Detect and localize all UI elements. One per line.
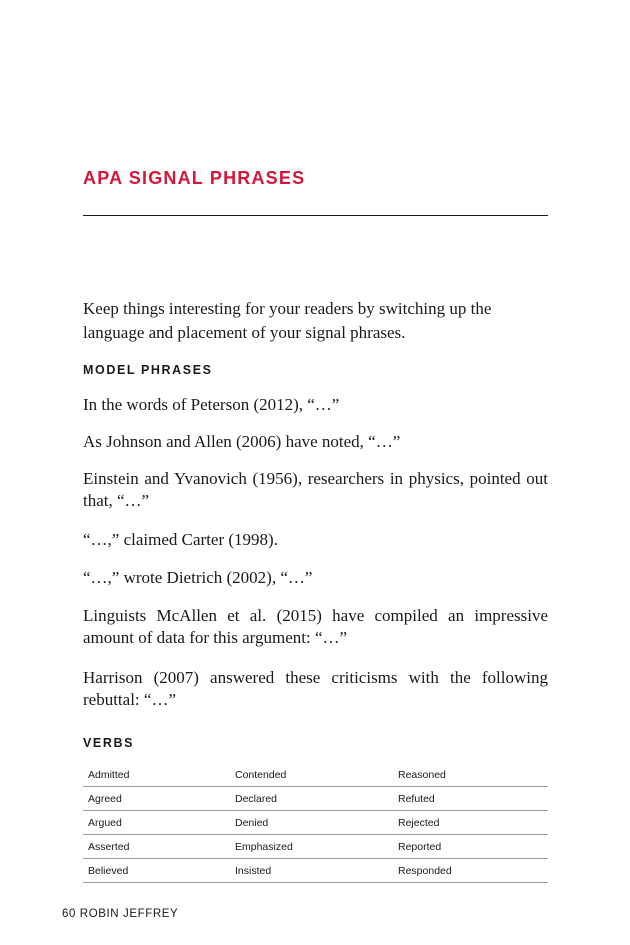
model-phrase-1: In the words of Peterson (2012), “…” [83,395,340,414]
verb-cell: Declared [230,787,393,811]
verb-cell: Emphasized [230,835,393,859]
verbs-heading: VERBS [83,736,135,750]
verb-cell: Rejected [393,811,548,835]
verb-cell: Reasoned [393,763,548,787]
table-row [83,763,548,787]
model-phrase-7: Harrison (2007) answered these criticisms with the following rebuttal: “…” [83,668,548,709]
model-phrase-2: As Johnson and Allen (2006) have noted, “…” [83,432,401,451]
title-divider [83,215,548,216]
page-footer: 60 ROBIN JEFFREY [62,908,179,920]
verb-cell: Asserted [83,835,230,859]
verb-cell: Agreed [83,787,230,811]
model-phrases-heading: MODEL PHRASES [83,363,213,377]
model-phrase-5: “…,” wrote Dietrich (2002), “…” [83,568,313,587]
table-row [83,811,548,835]
section-title: APA SIGNAL PHRASES [83,168,306,188]
verb-cell: Reported [393,835,548,859]
verb-cell: Insisted [230,859,393,883]
verb-cell: Argued [83,811,230,835]
model-phrase-4: “…,” claimed Carter (1998). [83,530,278,549]
verb-cell: Denied [230,811,393,835]
model-phrase-3: Einstein and Yvanovich (1956), researchers in physics, pointed out that, “…” [83,469,548,510]
table-row [83,787,548,811]
verb-cell: Believed [83,859,230,883]
intro-paragraph: Keep things interesting for your readers by switching up the language and placement of your signal phrases. [83,299,492,342]
verbs-table [83,763,548,883]
table-row [83,835,548,859]
verb-cell: Responded [393,859,548,883]
verb-cell: Refuted [393,787,548,811]
verb-cell: Contended [230,763,393,787]
table-row [83,859,548,883]
verb-cell: Admitted [83,763,230,787]
model-phrase-6: Linguists McAllen et al. (2015) have compiled an impressive amount of data for this argument: “…” [83,606,548,647]
